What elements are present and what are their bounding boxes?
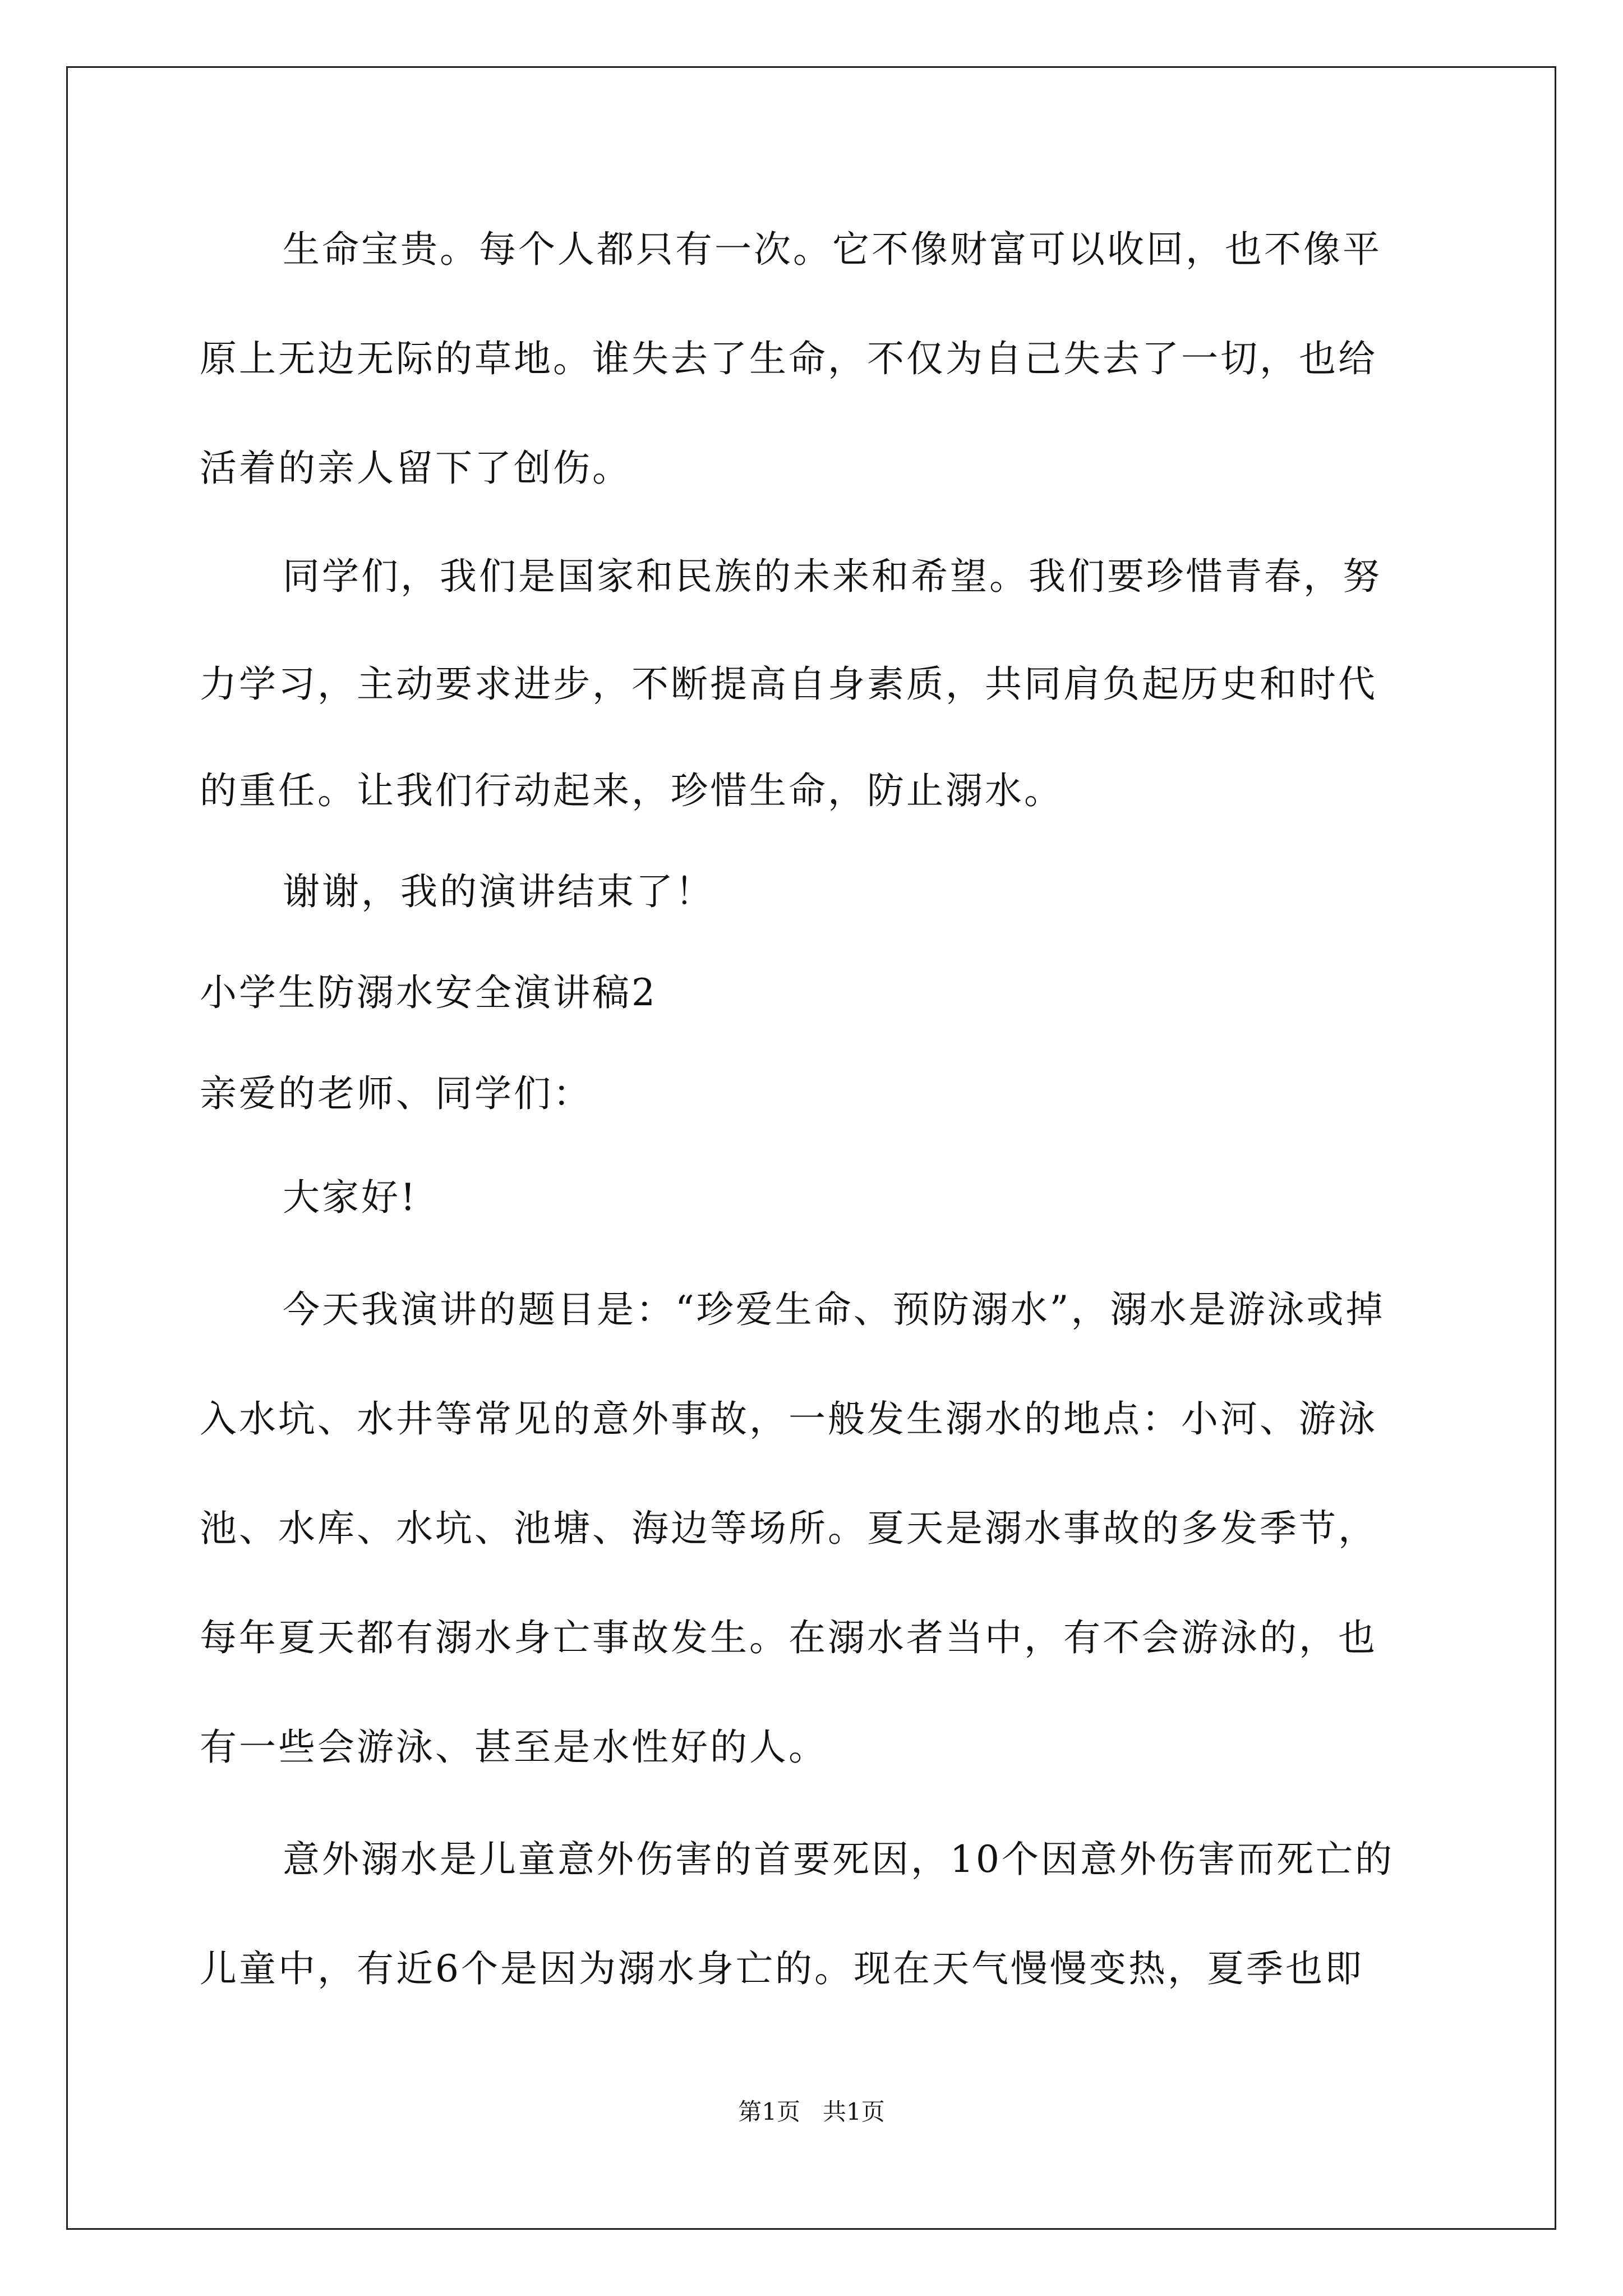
salutation: 亲爱的老师、同学们：: [200, 1072, 592, 1115]
body-line: 原上无边无际的草地。谁失去了生命，不仅为自己失去了一切，也给: [200, 337, 1377, 380]
body-line: 活着的亲人留下了创伤。: [200, 447, 631, 490]
body-line: 入水坑、水井等常见的意外事故，一般发生溺水的地点：小河、游泳: [200, 1397, 1377, 1441]
body-line: 意外溺水是儿童意外伤害的首要死因，10个因意外伤害而死亡的: [283, 1838, 1394, 1881]
greeting: 大家好!: [283, 1176, 418, 1219]
body-line: 力学习，主动要求进步，不断提高自身素质，共同肩负起历史和时代: [200, 662, 1377, 706]
body-line: 每年夏天都有溺水身亡事故发生。在溺水者当中，有不会游泳的，也: [200, 1616, 1377, 1659]
body-line: 儿童中，有近6个是因为溺水身亡的。现在天气慢慢变热，夏季也即: [200, 1947, 1364, 1990]
body-line: 有一些会游泳、甚至是水性好的人。: [200, 1726, 828, 1769]
body-line: 池、水库、水坑、池塘、海边等场所。夏天是溺水事故的多发季节，: [200, 1507, 1377, 1550]
page-border: [66, 66, 1556, 2230]
body-line: 生命宝贵。每个人都只有一次。它不像财富可以收回，也不像平: [283, 228, 1382, 271]
page-footer: 第1页 共1页: [738, 2098, 885, 2125]
section-heading: 小学生防溺水安全演讲稿2: [200, 971, 657, 1014]
body-line: 谢谢，我的演讲结束了！: [283, 870, 714, 913]
body-line: 的重任。让我们行动起来，珍惜生命，防止溺水。: [200, 769, 1063, 812]
body-line: 今天我演讲的题目是：“珍爱生命、预防溺水”，溺水是游泳或掉: [283, 1288, 1385, 1331]
body-line: 同学们，我们是国家和民族的未来和希望。我们要珍惜青春，努: [283, 555, 1382, 598]
